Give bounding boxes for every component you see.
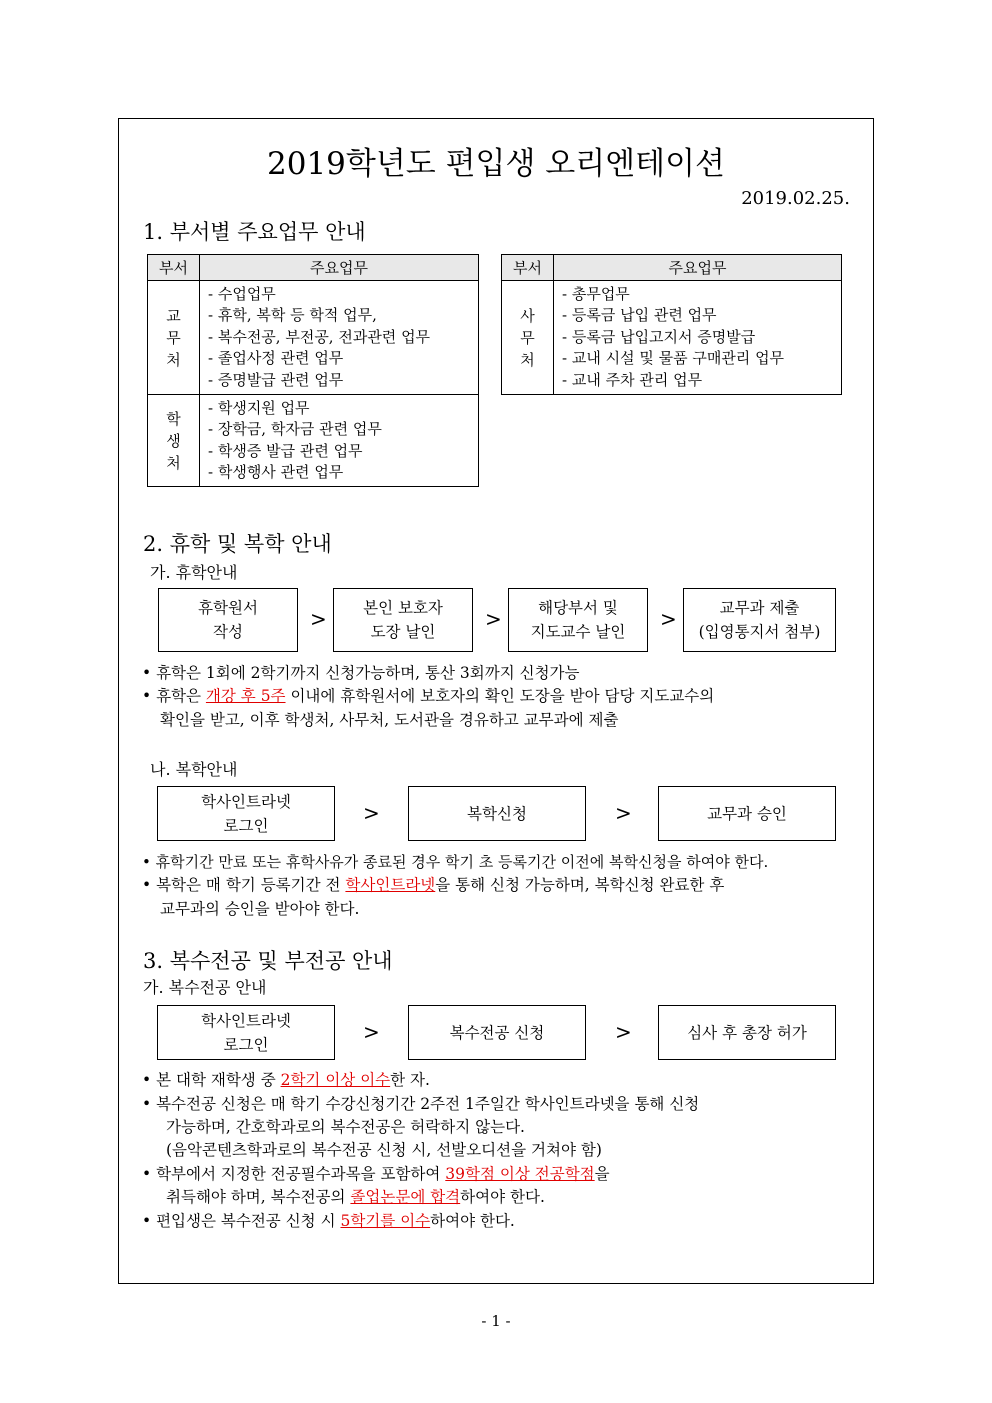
arrow-icon: > — [660, 607, 677, 631]
leave-step-1: 휴학원서 작성 — [158, 588, 298, 652]
double-major-bullet-2-line2: 가능하며, 간호학과로의 복수전공은 허락하지 않는다. — [166, 1118, 525, 1136]
double-major-step-1: 학사인트라넷 로그인 — [157, 1005, 335, 1060]
return-note-2: • 복학은 매 학기 등록기간 전 학사인트라넷을 통해 신청 가능하며, 복학신청 완료한 후 — [142, 876, 725, 894]
arrow-icon: > — [485, 607, 502, 631]
double-major-bullet-4: • 편입생은 복수전공 신청 시 5학기를 이수하여야 한다. — [142, 1212, 515, 1230]
double-major-bullet-3-line2: 취득해야 하며, 복수전공의 졸업논문에 합격하여야 한다. — [166, 1188, 545, 1206]
page-number: - 1 - — [481, 1312, 511, 1330]
double-major-subheading: 가. 복수전공 안내 — [143, 978, 267, 997]
section2-heading: 2. 휴학 및 복학 안내 — [143, 532, 332, 556]
dept-tasks: - 수업업무 - 휴학, 복학 등 학적 업무, - 복수전공, 부전공, 전과관련 업무 - 졸업사정 관련 업무 - 증명발급 관련 업무 — [200, 281, 479, 395]
double-major-bullet-1: • 본 대학 재학생 중 2학기 이상 이수한 자. — [142, 1071, 430, 1089]
col-dept-header: 부서 — [148, 255, 200, 281]
double-major-bullet-2-line3: (음악콘텐츠학과로의 복수전공 신청 시, 선발오디션을 거쳐야 함) — [166, 1141, 602, 1159]
document-date: 2019.02.25. — [741, 188, 850, 209]
leave-subheading: 가. 휴학안내 — [150, 563, 238, 582]
section1-heading: 1. 부서별 주요업무 안내 — [143, 220, 366, 244]
double-major-step-3: 심사 후 총장 허가 — [658, 1005, 836, 1060]
leave-step-2: 본인 보호자 도장 날인 — [333, 588, 473, 652]
table-row — [148, 395, 479, 487]
col-tasks-header: 주요업무 — [554, 255, 842, 281]
return-note-2-line2: 교무과의 승인을 받아야 한다. — [160, 900, 360, 918]
leave-step-3: 해당부서 및 지도교수 날인 — [508, 588, 648, 652]
double-major-step-2: 복수전공 신청 — [408, 1005, 586, 1060]
col-dept-header: 부서 — [502, 255, 554, 281]
leave-note-2-line2: 확인을 받고, 이후 학생처, 사무처, 도서관을 경유하고 교무과에 제출 — [160, 711, 619, 729]
return-step-1: 학사인트라넷 로그인 — [157, 786, 335, 841]
return-step-2: 복학신청 — [408, 786, 586, 841]
return-step-3: 교무과 승인 — [658, 786, 836, 841]
dept-name: 교 무 처 — [148, 281, 200, 395]
dept-name: 학 생 처 — [148, 395, 200, 487]
double-major-bullet-3: • 학부에서 지정한 전공필수과목을 포함하여 39학점 이상 전공학점을 — [142, 1165, 610, 1183]
return-subheading: 나. 복학안내 — [150, 760, 238, 779]
page-title: 2019학년도 편입생 오리엔테이션 — [267, 146, 725, 182]
double-major-bullet-2: • 복수전공 신청은 매 학기 수강신청기간 2주전 1주일간 학사인트라넷을 통해 신청 — [142, 1095, 700, 1113]
arrow-icon: > — [310, 607, 327, 631]
section3-heading: 3. 복수전공 및 부전공 안내 — [143, 949, 393, 973]
dept-name: 사 무 처 — [502, 281, 554, 395]
right-dept-table — [501, 254, 842, 395]
return-note-1: • 휴학기간 만료 또는 휴학사유가 종료된 경우 학기 초 등록기간 이전에 복학신청을 하여야 한다. — [142, 853, 769, 871]
arrow-icon: > — [363, 801, 380, 825]
arrow-icon: > — [615, 1020, 632, 1044]
left-dept-table — [147, 254, 479, 487]
leave-note-2: • 휴학은 개강 후 5주 이내에 휴학원서에 보호자의 확인 도장을 받아 담당 지도교수의 — [142, 687, 715, 705]
leave-step-4: 교무과 제출 (입영통지서 첨부) — [683, 588, 836, 652]
arrow-icon: > — [363, 1020, 380, 1044]
leave-note-1: • 휴학은 1회에 2학기까지 신청가능하며, 통산 3회까지 신청가능 — [142, 664, 580, 682]
table-row — [148, 281, 479, 395]
table-row — [502, 281, 842, 395]
arrow-icon: > — [615, 801, 632, 825]
dept-tasks: - 학생지원 업무 - 장학금, 학자금 관련 업무 - 학생증 발급 관련 업무 - 학생행사 관련 업무 — [200, 395, 479, 487]
col-tasks-header: 주요업무 — [200, 255, 479, 281]
dept-tasks: - 총무업무 - 등록금 납입 관련 업무 - 등록금 납입고지서 증명발급 - 교내 시설 및 물품 구매관리 업무 - 교내 주차 관리 업무 — [554, 281, 842, 395]
